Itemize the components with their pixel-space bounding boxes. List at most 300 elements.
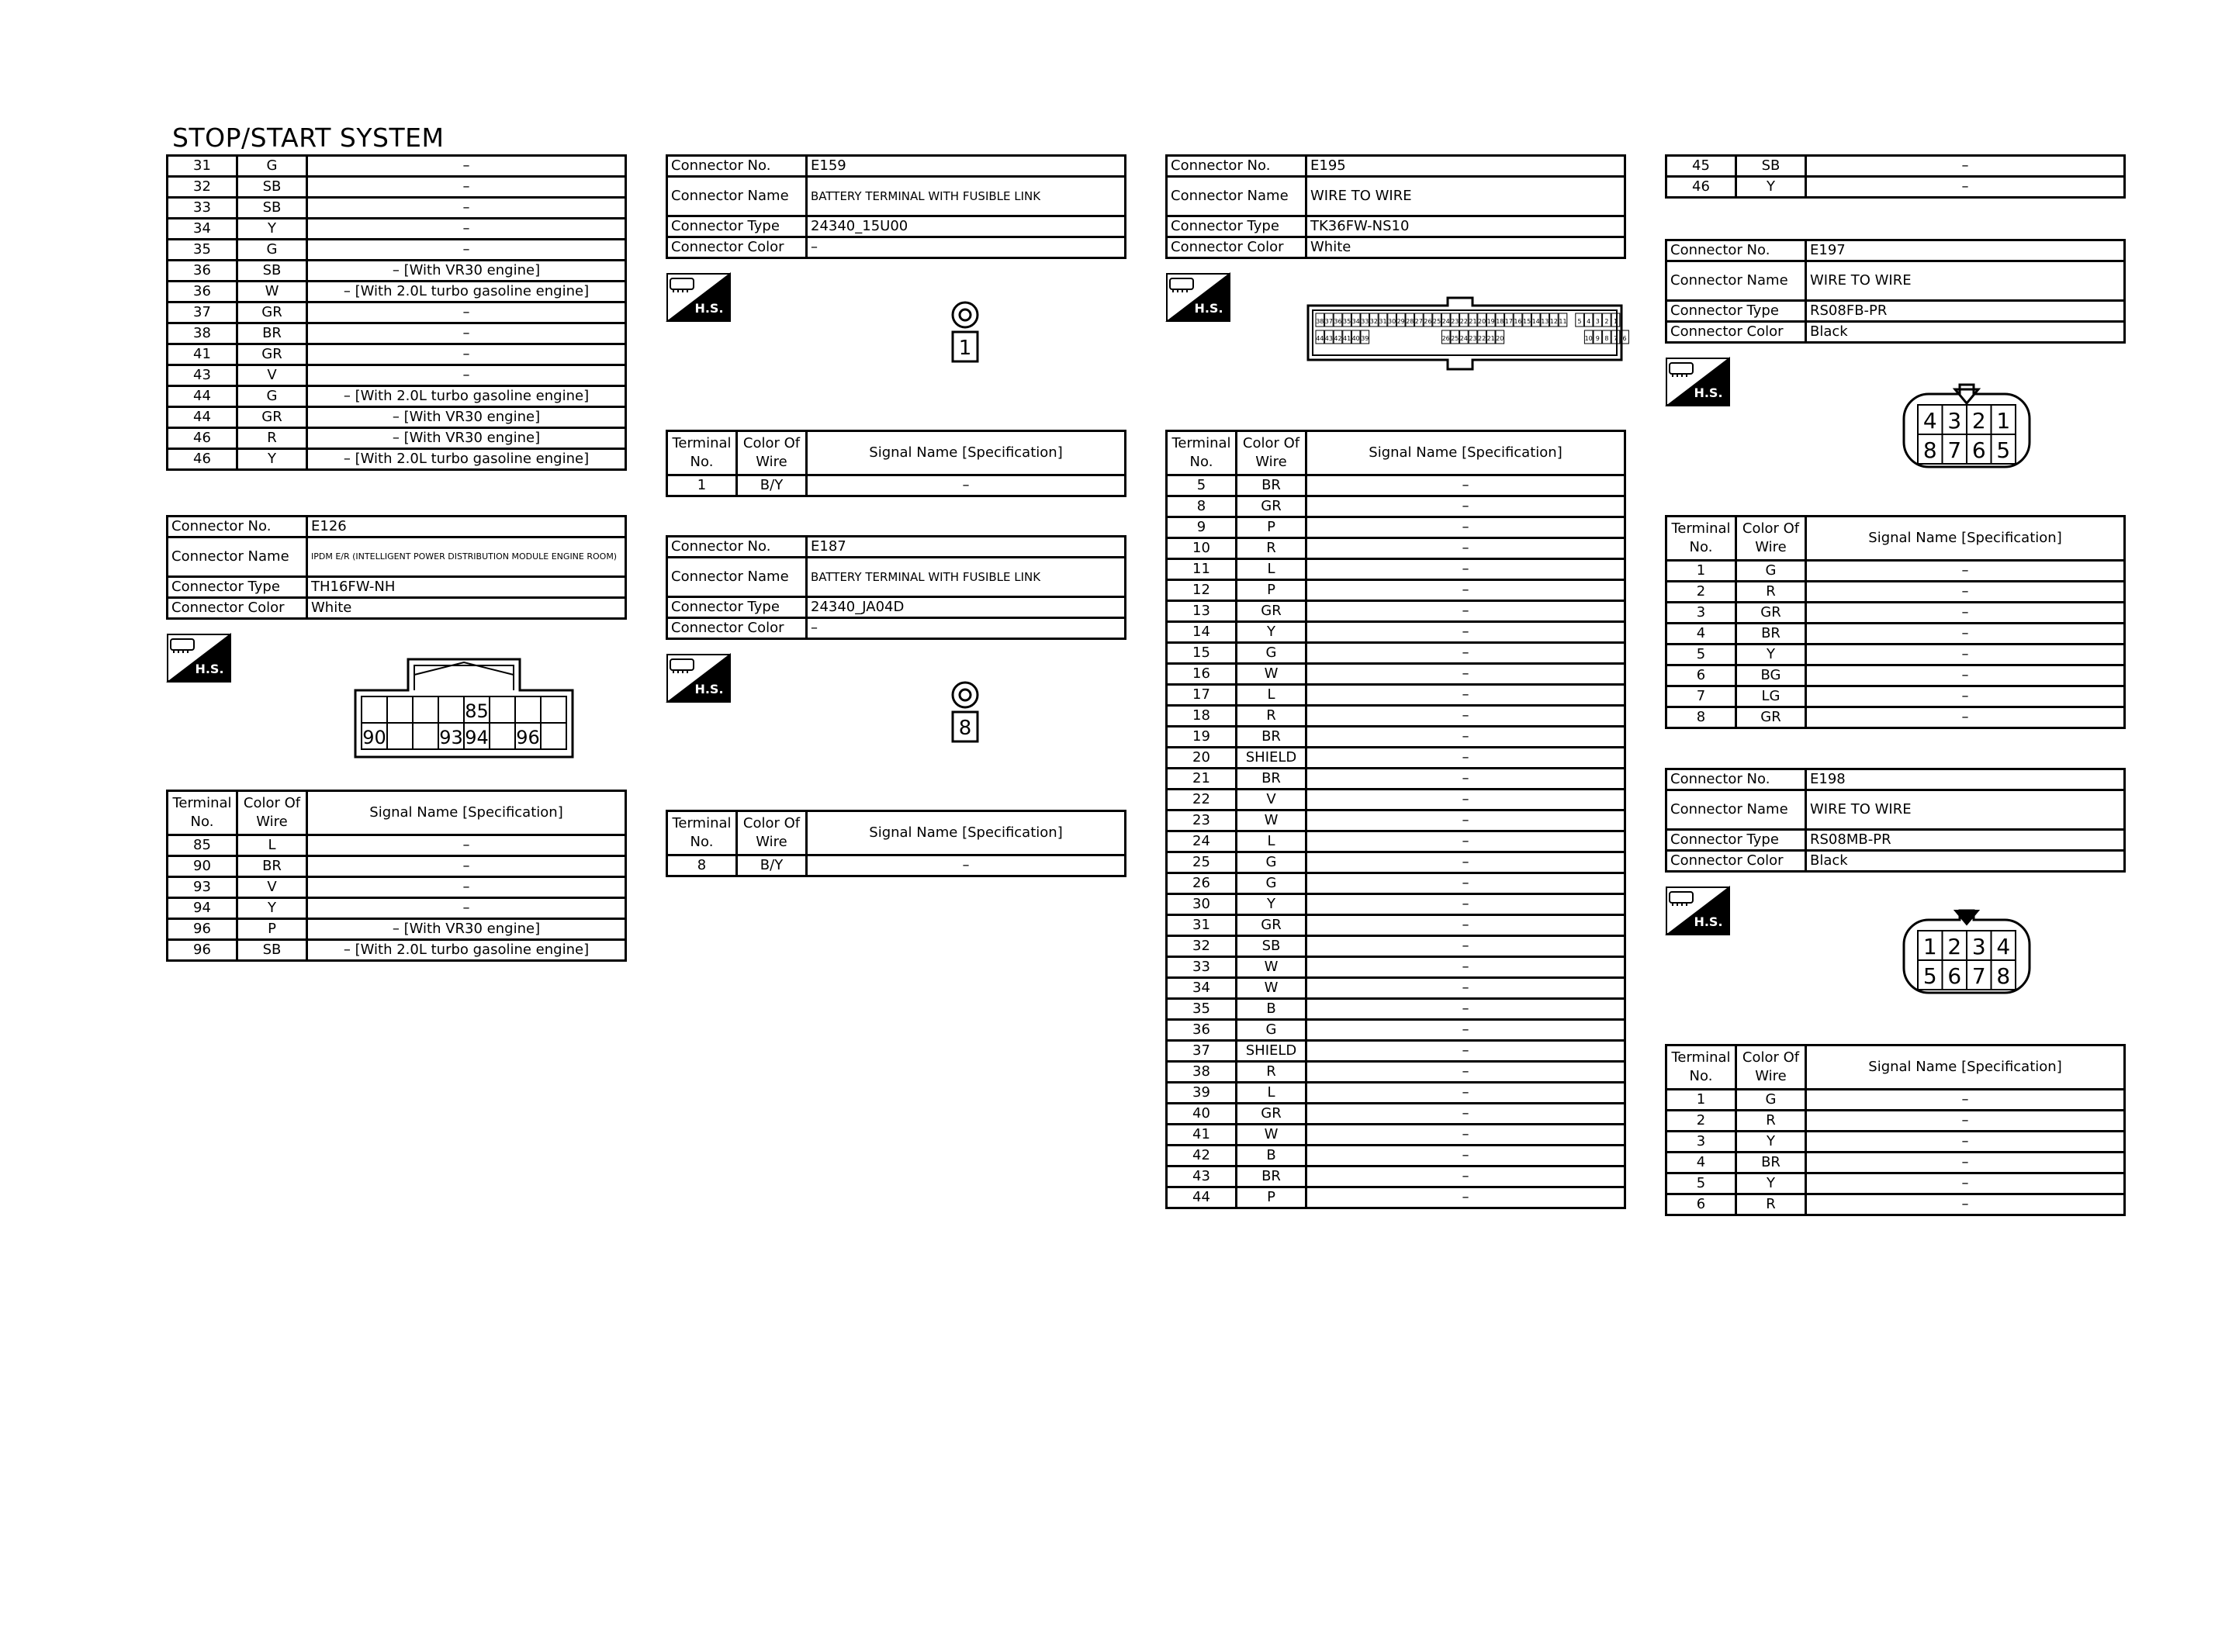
connector-no: E126 bbox=[307, 517, 626, 537]
info-label: Connector Name bbox=[1666, 261, 1806, 301]
cavity-pin: 18 bbox=[1496, 318, 1504, 325]
connector-no: E198 bbox=[1806, 769, 2125, 790]
cavity-pin: 2 bbox=[1604, 318, 1609, 325]
signal-name-cell: – bbox=[1806, 1173, 2125, 1194]
wire-color-cell: GR bbox=[237, 407, 307, 428]
terminal-no-cell: 13 bbox=[1167, 601, 1237, 622]
cavity-pin: 22 bbox=[1459, 318, 1468, 325]
terminal-no-cell: 6 bbox=[1666, 1194, 1736, 1215]
signal-name-cell: – bbox=[1306, 496, 1625, 517]
table-row bbox=[168, 219, 626, 240]
terminal-no-cell: 5 bbox=[1666, 645, 1736, 665]
wire-color-cell: BR bbox=[1736, 624, 1806, 645]
wire-color-cell: B bbox=[1237, 1146, 1306, 1166]
terminal-no-cell: 36 bbox=[1167, 1020, 1237, 1041]
table-row bbox=[667, 475, 1126, 496]
signal-name-cell: – bbox=[1306, 622, 1625, 643]
wire-color-cell: GR bbox=[1237, 1104, 1306, 1125]
cavity-pin: 15 bbox=[1523, 318, 1531, 325]
cavity-pin: 43 bbox=[1324, 335, 1333, 342]
table-row bbox=[168, 407, 626, 428]
header-signal-name: Signal Name [Specification] bbox=[807, 811, 1126, 855]
wire-color-cell: G bbox=[1237, 873, 1306, 894]
terminal-no-cell: 1 bbox=[1666, 561, 1736, 582]
header-color-of-wire: Color Of Wire bbox=[1736, 517, 1806, 561]
terminal-no-cell: 46 bbox=[168, 449, 237, 470]
signal-name-cell: – bbox=[1306, 475, 1625, 496]
table-row bbox=[1167, 1146, 1625, 1166]
table-row bbox=[168, 323, 626, 344]
header-signal-name: Signal Name [Specification] bbox=[807, 431, 1126, 475]
cavity-pin: 10 bbox=[1584, 335, 1593, 342]
signal-name-cell: – bbox=[1806, 1153, 2125, 1173]
cavity-pin: 8 bbox=[1996, 963, 2011, 989]
wire-color-cell: Y bbox=[237, 898, 307, 919]
wire-color-cell: SB bbox=[1736, 156, 1806, 177]
table-row bbox=[168, 302, 626, 323]
signal-name-cell: – bbox=[307, 365, 626, 386]
connector-face-e126 bbox=[354, 651, 574, 759]
terminal-no-cell: 43 bbox=[168, 365, 237, 386]
table-row bbox=[1666, 1132, 2125, 1153]
info-label: Connector Color bbox=[1666, 322, 1806, 343]
connector-info-e197 bbox=[1665, 239, 2126, 344]
info-label: Connector Name bbox=[168, 537, 307, 577]
info-label: Connector Type bbox=[1666, 301, 1806, 322]
connector-no: E197 bbox=[1806, 240, 2125, 261]
info-label: Connector Color bbox=[1167, 237, 1306, 258]
wire-color-cell: SB bbox=[237, 261, 307, 282]
signal-name-cell: – bbox=[1306, 894, 1625, 915]
cavity-pin: 7 bbox=[1947, 437, 1962, 463]
hs-connector-icon bbox=[166, 633, 231, 683]
terminal-no-cell: 8 bbox=[667, 855, 737, 876]
wire-color-cell: L bbox=[1237, 831, 1306, 852]
connector-type: RS08FB-PR bbox=[1806, 301, 2125, 322]
wire-color-cell: BR bbox=[237, 856, 307, 877]
wire-color-cell: P bbox=[1237, 517, 1306, 538]
signal-name-cell: – bbox=[1306, 1125, 1625, 1146]
terminal-no-cell: 15 bbox=[1167, 643, 1237, 664]
table-row bbox=[1167, 831, 1625, 852]
header-signal-name: Signal Name [Specification] bbox=[1306, 431, 1625, 475]
table-row bbox=[1666, 665, 2125, 686]
cavity-pin: 2 bbox=[1971, 408, 1986, 434]
signal-name-cell: – bbox=[307, 856, 626, 877]
signal-name-cell: – bbox=[1306, 643, 1625, 664]
cavity-pin: 7 bbox=[1971, 963, 1986, 989]
signal-name-cell: – bbox=[307, 156, 626, 177]
ring-terminal-e187 bbox=[948, 679, 982, 745]
connector-name: WIRE TO WIRE bbox=[1806, 790, 2125, 830]
cavity-pin: 31 bbox=[1379, 318, 1387, 325]
info-label: Connector Type bbox=[667, 216, 807, 237]
wire-color-cell: BR bbox=[1237, 769, 1306, 790]
terminal-no-cell: 4 bbox=[1666, 624, 1736, 645]
cavity-pin: 3 bbox=[1947, 408, 1962, 434]
signal-name-cell: – bbox=[1306, 957, 1625, 978]
signal-name-cell: – bbox=[1306, 685, 1625, 706]
signal-name-cell: – bbox=[1306, 517, 1625, 538]
signal-name-cell: – bbox=[1306, 1062, 1625, 1083]
table-row bbox=[168, 198, 626, 219]
info-label: Connector Name bbox=[667, 177, 807, 216]
cavity-pin: 5 bbox=[1577, 318, 1582, 325]
terminal-table-top-right bbox=[1665, 154, 2126, 199]
signal-name-cell: – [With VR30 engine] bbox=[307, 428, 626, 449]
table-row bbox=[1666, 582, 2125, 603]
page-title: STOP/START SYSTEM bbox=[172, 123, 445, 153]
cavity-pin: 9 bbox=[1595, 335, 1600, 342]
signal-name-cell: – bbox=[1306, 999, 1625, 1020]
connector-face-e198 bbox=[1901, 904, 2033, 996]
table-row bbox=[1666, 1111, 2125, 1132]
wire-color-cell: GR bbox=[1237, 601, 1306, 622]
terminal-no-cell: 94 bbox=[168, 898, 237, 919]
info-label: Connector Name bbox=[1666, 790, 1806, 830]
terminal-no-cell: 24 bbox=[1167, 831, 1237, 852]
cavity-pin: 42 bbox=[1334, 335, 1342, 342]
cavity-pin: 8 bbox=[1604, 335, 1609, 342]
wire-color-cell: L bbox=[1237, 685, 1306, 706]
wire-color-cell: G bbox=[1736, 561, 1806, 582]
terminal-no-cell: 2 bbox=[1666, 1111, 1736, 1132]
terminal-no-cell: 45 bbox=[1666, 156, 1736, 177]
table-row bbox=[1167, 936, 1625, 957]
connector-color: – bbox=[807, 237, 1126, 258]
wire-color-cell: L bbox=[1237, 559, 1306, 580]
table-row bbox=[1167, 873, 1625, 894]
signal-name-cell: – bbox=[1806, 1194, 2125, 1215]
info-label: Connector Name bbox=[667, 558, 807, 597]
cavity-pin: 6 bbox=[1971, 437, 1986, 463]
cavity-pin: 4 bbox=[1922, 408, 1937, 434]
cavity-pin: 22 bbox=[1478, 335, 1486, 342]
wire-color-cell: GR bbox=[237, 302, 307, 323]
signal-name-cell: – bbox=[807, 855, 1126, 876]
info-label: Connector Color bbox=[168, 598, 307, 619]
signal-name-cell: – bbox=[307, 219, 626, 240]
connector-type: TK36FW-NS10 bbox=[1306, 216, 1625, 237]
table-row bbox=[168, 919, 626, 940]
terminal-no-cell: 7 bbox=[1666, 686, 1736, 707]
terminal-no-cell: 25 bbox=[1167, 852, 1237, 873]
terminal-no-cell: 43 bbox=[1167, 1166, 1237, 1187]
terminal-no-cell: 44 bbox=[1167, 1187, 1237, 1208]
wire-color-cell: R bbox=[1736, 582, 1806, 603]
cavity-pin: 14 bbox=[1531, 318, 1540, 325]
terminal-no-cell: 5 bbox=[1167, 475, 1237, 496]
wire-color-cell: R bbox=[1237, 706, 1306, 727]
connector-name: WIRE TO WIRE bbox=[1806, 261, 2125, 301]
header-color-of-wire: Color Of Wire bbox=[737, 811, 807, 855]
signal-name-cell: – bbox=[1306, 1146, 1625, 1166]
info-label: Connector No. bbox=[168, 517, 307, 537]
wire-color-cell: GR bbox=[237, 344, 307, 365]
cavity-pin: 5 bbox=[1996, 437, 2011, 463]
hs-connector-icon bbox=[1665, 357, 1730, 406]
wire-color-cell: LG bbox=[1736, 686, 1806, 707]
wire-color-cell: B/Y bbox=[737, 855, 807, 876]
connector-type: 24340_JA04D bbox=[807, 597, 1126, 618]
terminal-no-cell: 93 bbox=[168, 877, 237, 898]
cavity-pin: 96 bbox=[516, 727, 540, 748]
info-label: Connector No. bbox=[667, 156, 807, 177]
table-row bbox=[168, 177, 626, 198]
table-row bbox=[1666, 686, 2125, 707]
terminal-no-cell: 37 bbox=[168, 302, 237, 323]
connector-type: 24340_15U00 bbox=[807, 216, 1126, 237]
table-row bbox=[168, 428, 626, 449]
wire-color-cell: R bbox=[1237, 538, 1306, 559]
cavity-pin: 21 bbox=[1486, 335, 1495, 342]
signal-name-cell: – bbox=[307, 198, 626, 219]
table-row bbox=[1167, 496, 1625, 517]
connector-color: White bbox=[1306, 237, 1625, 258]
signal-name-cell: – bbox=[1306, 559, 1625, 580]
signal-name-cell: – [With VR30 engine] bbox=[307, 407, 626, 428]
table-row bbox=[1167, 915, 1625, 936]
header-terminal-no: Terminal No. bbox=[168, 791, 237, 835]
signal-name-cell: – bbox=[1306, 1083, 1625, 1104]
cavity-pin: 34 bbox=[1351, 318, 1360, 325]
table-row bbox=[168, 365, 626, 386]
cavity-pin: 35 bbox=[1343, 318, 1351, 325]
terminal-no-cell: 44 bbox=[168, 386, 237, 407]
table-row bbox=[1666, 1090, 2125, 1111]
info-label: Connector Type bbox=[1167, 216, 1306, 237]
signal-name-cell: – bbox=[1306, 978, 1625, 999]
terminal-table-top-left bbox=[166, 154, 627, 471]
terminal-no-cell: 8 bbox=[1666, 707, 1736, 728]
wire-color-cell: R bbox=[237, 428, 307, 449]
wire-color-cell: L bbox=[1237, 1083, 1306, 1104]
terminal-table-e126 bbox=[166, 790, 627, 962]
table-row bbox=[1666, 645, 2125, 665]
wire-color-cell: L bbox=[237, 835, 307, 856]
header-terminal-no: Terminal No. bbox=[1666, 517, 1736, 561]
signal-name-cell: – bbox=[1806, 665, 2125, 686]
terminal-no-cell: 36 bbox=[168, 261, 237, 282]
terminal-no-cell: 17 bbox=[1167, 685, 1237, 706]
terminal-no-cell: 33 bbox=[1167, 957, 1237, 978]
wire-color-cell: GR bbox=[1237, 915, 1306, 936]
header-terminal-no: Terminal No. bbox=[667, 431, 737, 475]
signal-name-cell: – [With VR30 engine] bbox=[307, 261, 626, 282]
wire-color-cell: GR bbox=[1736, 707, 1806, 728]
cavity-pin: 6 bbox=[1947, 963, 1962, 989]
table-row bbox=[168, 449, 626, 470]
connector-info-e195 bbox=[1165, 154, 1626, 259]
wire-color-cell: SB bbox=[237, 198, 307, 219]
table-row bbox=[1167, 517, 1625, 538]
terminal-no-cell: 3 bbox=[1666, 1132, 1736, 1153]
wire-color-cell: W bbox=[1237, 810, 1306, 831]
wire-color-cell: Y bbox=[237, 449, 307, 470]
terminal-no-cell: 42 bbox=[1167, 1146, 1237, 1166]
wire-color-cell: V bbox=[1237, 790, 1306, 810]
table-row bbox=[1167, 1041, 1625, 1062]
wire-color-cell: G bbox=[1237, 852, 1306, 873]
signal-name-cell: – bbox=[1306, 580, 1625, 601]
wire-color-cell: Y bbox=[1736, 177, 1806, 198]
cavity-pin: 25 bbox=[1433, 318, 1441, 325]
terminal-no-cell: 4 bbox=[1666, 1153, 1736, 1173]
cavity-pin: 38 bbox=[1316, 318, 1324, 325]
wire-color-cell: P bbox=[1237, 580, 1306, 601]
hs-label: H.S. bbox=[1694, 914, 1723, 929]
table-row bbox=[1666, 561, 2125, 582]
table-row bbox=[1167, 559, 1625, 580]
wire-color-cell: G bbox=[237, 156, 307, 177]
cavity-pin: 85 bbox=[465, 700, 489, 722]
wire-color-cell: G bbox=[237, 386, 307, 407]
terminal-no-cell: 3 bbox=[1666, 603, 1736, 624]
cavity-pin: 11 bbox=[1559, 318, 1567, 325]
signal-name-cell: – bbox=[307, 835, 626, 856]
info-label: Connector Name bbox=[1167, 177, 1306, 216]
connector-color: Black bbox=[1806, 322, 2125, 343]
signal-name-cell: – bbox=[1806, 177, 2125, 198]
connector-info-e126 bbox=[166, 515, 627, 620]
table-row bbox=[1167, 978, 1625, 999]
table-row bbox=[1167, 748, 1625, 769]
cavity-pin: 13 bbox=[1541, 318, 1549, 325]
header-signal-name: Signal Name [Specification] bbox=[307, 791, 626, 835]
signal-name-cell: – bbox=[1806, 707, 2125, 728]
connector-no: E159 bbox=[807, 156, 1126, 177]
table-row bbox=[1167, 810, 1625, 831]
connector-color: Black bbox=[1806, 851, 2125, 872]
terminal-no-cell: 31 bbox=[168, 156, 237, 177]
table-row bbox=[1167, 1125, 1625, 1146]
signal-name-cell: – bbox=[1306, 831, 1625, 852]
wire-color-cell: BR bbox=[1237, 727, 1306, 748]
signal-name-cell: – bbox=[1806, 686, 2125, 707]
header-signal-name: Signal Name [Specification] bbox=[1806, 1045, 2125, 1090]
wire-color-cell: Y bbox=[1237, 622, 1306, 643]
hs-label: H.S. bbox=[1694, 385, 1723, 400]
table-row bbox=[168, 282, 626, 302]
table-row bbox=[1167, 1187, 1625, 1208]
hs-connector-icon bbox=[666, 272, 731, 322]
wire-color-cell: G bbox=[1736, 1090, 1806, 1111]
cavity-pin: 24 bbox=[1441, 318, 1450, 325]
table-row bbox=[1666, 603, 2125, 624]
table-row bbox=[1167, 727, 1625, 748]
terminal-no-cell: 34 bbox=[1167, 978, 1237, 999]
signal-name-cell: – bbox=[1306, 1104, 1625, 1125]
table-row bbox=[1666, 1153, 2125, 1173]
terminal-no-cell: 1 bbox=[667, 475, 737, 496]
signal-name-cell: – bbox=[1306, 1166, 1625, 1187]
wire-color-cell: Y bbox=[1736, 1173, 1806, 1194]
signal-name-cell: – bbox=[1306, 873, 1625, 894]
connector-face-e195 bbox=[1306, 296, 1627, 371]
table-row bbox=[1167, 999, 1625, 1020]
wire-color-cell: BG bbox=[1736, 665, 1806, 686]
terminal-no-cell: 30 bbox=[1167, 894, 1237, 915]
cavity-pin: 93 bbox=[439, 727, 463, 748]
signal-name-cell: – bbox=[1306, 769, 1625, 790]
cavity-pin: 4 bbox=[1587, 318, 1591, 325]
cavity-pin: 25 bbox=[1451, 335, 1459, 342]
info-label: Connector Type bbox=[667, 597, 807, 618]
wire-color-cell: W bbox=[1237, 664, 1306, 685]
signal-name-cell: – bbox=[307, 877, 626, 898]
signal-name-cell: – bbox=[1306, 1041, 1625, 1062]
signal-name-cell: – bbox=[1306, 664, 1625, 685]
cavity-pin: 7 bbox=[1613, 335, 1618, 342]
terminal-no-cell: 44 bbox=[168, 407, 237, 428]
terminal-no-cell: 31 bbox=[1167, 915, 1237, 936]
header-color-of-wire: Color Of Wire bbox=[1237, 431, 1306, 475]
terminal-no-cell: 9 bbox=[1167, 517, 1237, 538]
header-color-of-wire: Color Of Wire bbox=[237, 791, 307, 835]
info-label: Connector No. bbox=[667, 537, 807, 558]
hs-label: H.S. bbox=[694, 682, 724, 696]
wire-color-cell: G bbox=[237, 240, 307, 261]
signal-name-cell: – bbox=[1806, 603, 2125, 624]
cavity-pin: 30 bbox=[1388, 318, 1396, 325]
terminal-no-cell: 40 bbox=[1167, 1104, 1237, 1125]
signal-name-cell: – bbox=[1306, 915, 1625, 936]
table-row bbox=[168, 156, 626, 177]
terminal-table-e159 bbox=[666, 430, 1126, 497]
signal-name-cell: – bbox=[1306, 810, 1625, 831]
hs-connector-icon bbox=[1665, 886, 1730, 935]
signal-name-cell: – bbox=[307, 898, 626, 919]
table-row bbox=[1167, 475, 1625, 496]
cavity-pin: 16 bbox=[1514, 318, 1522, 325]
cavity-pin: 28 bbox=[1406, 318, 1414, 325]
signal-name-cell: – bbox=[307, 323, 626, 344]
terminal-no-cell: 34 bbox=[168, 219, 237, 240]
cavity-pin: 32 bbox=[1369, 318, 1378, 325]
terminal-no-cell: 14 bbox=[1167, 622, 1237, 643]
terminal-no-cell: 46 bbox=[168, 428, 237, 449]
wire-color-cell: R bbox=[1736, 1194, 1806, 1215]
signal-name-cell: – bbox=[1806, 1132, 2125, 1153]
wire-color-cell: SHIELD bbox=[1237, 1041, 1306, 1062]
terminal-no-cell: 41 bbox=[168, 344, 237, 365]
table-row bbox=[1167, 601, 1625, 622]
signal-name-cell: – bbox=[1806, 1111, 2125, 1132]
terminal-no-cell: 2 bbox=[1666, 582, 1736, 603]
cavity-pin: 8 bbox=[1922, 437, 1937, 463]
cavity-pin: 94 bbox=[465, 727, 489, 748]
cavity-pin: 19 bbox=[1486, 318, 1495, 325]
info-label: Connector No. bbox=[1666, 240, 1806, 261]
connector-info-e187 bbox=[666, 535, 1126, 640]
table-row bbox=[1167, 1104, 1625, 1125]
info-label: Connector Type bbox=[168, 577, 307, 598]
signal-name-cell: – bbox=[307, 344, 626, 365]
wire-color-cell: W bbox=[1237, 957, 1306, 978]
wire-color-cell: P bbox=[1237, 1187, 1306, 1208]
terminal-table-e187 bbox=[666, 810, 1126, 877]
table-row bbox=[1167, 706, 1625, 727]
cavity-pin: 6 bbox=[1622, 335, 1627, 342]
signal-name-cell: – bbox=[1306, 601, 1625, 622]
hs-label: H.S. bbox=[1194, 301, 1223, 316]
table-row bbox=[1666, 1173, 2125, 1194]
terminal-no-cell: 1 bbox=[1666, 1090, 1736, 1111]
table-row bbox=[1167, 685, 1625, 706]
cavity-pin: 37 bbox=[1324, 318, 1333, 325]
cavity-pin: 21 bbox=[1469, 318, 1477, 325]
signal-name-cell: – [With 2.0L turbo gasoline engine] bbox=[307, 282, 626, 302]
